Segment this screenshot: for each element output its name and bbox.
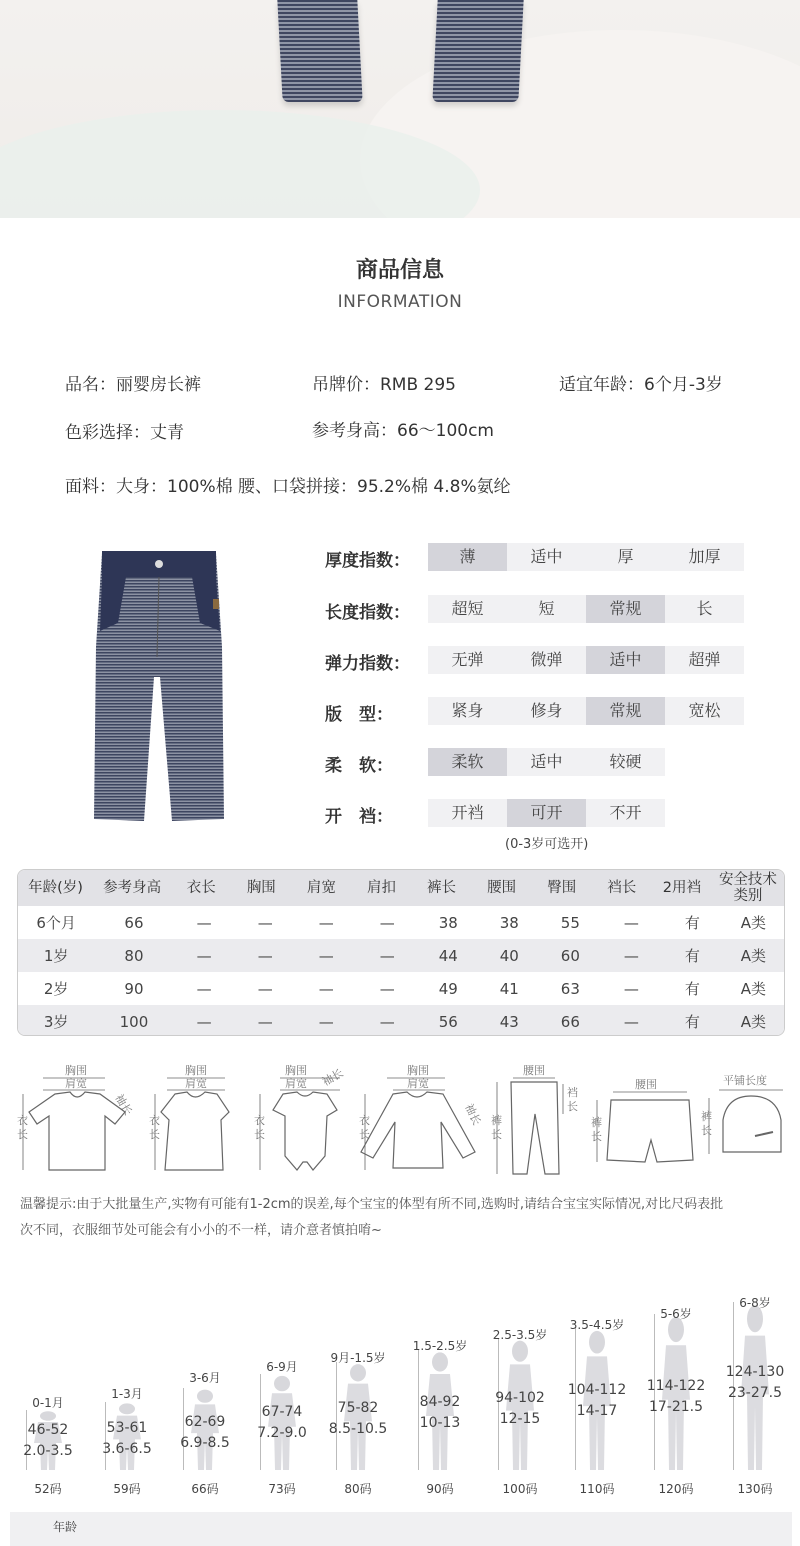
svg-text:长: 长	[149, 1128, 160, 1141]
size-code: 73码	[268, 1482, 296, 1496]
table-header: 裆长	[607, 880, 637, 896]
table-cell: 38	[438, 913, 458, 932]
table-header-row	[18, 870, 784, 906]
index-option: 薄	[428, 543, 507, 571]
svg-text:长: 长	[17, 1128, 28, 1141]
table-row	[18, 972, 784, 1005]
index-option-group	[428, 748, 665, 776]
table-header: 2用裆	[662, 880, 701, 896]
index-option: 适中	[530, 752, 563, 771]
tip-text-line2: 次不同，衣服细节处可能会有小小的不一样，请介意者慎拍唷~	[20, 1223, 382, 1238]
table-header: 肩扣	[366, 880, 396, 896]
size-code: 120码	[658, 1482, 694, 1496]
table-cell: 90	[124, 979, 144, 998]
fabric-info: 面料：大身：100%棉 腰、口袋拼接：95.2%棉 4.8%氨纶	[65, 477, 511, 497]
index-label: 版 型：	[325, 705, 393, 725]
index-option-group	[428, 543, 744, 571]
table-cell: —	[623, 1012, 639, 1031]
growth-weight: 12-15	[499, 1411, 541, 1427]
label-sleeve: 袖长	[112, 1092, 135, 1118]
growth-height: 94-102	[495, 1390, 545, 1406]
table-cell: —	[623, 913, 639, 932]
index-option-group	[428, 646, 744, 674]
svg-text:衣: 衣	[254, 1114, 265, 1127]
index-option: 适中	[586, 646, 665, 674]
growth-age: 6-8岁	[739, 1296, 771, 1310]
svg-text:长: 长	[567, 1100, 578, 1113]
growth-age: 3.5-4.5岁	[569, 1318, 625, 1332]
index-option: 开裆	[451, 803, 484, 822]
table-cell: 2岁	[43, 979, 69, 998]
growth-height: 75-82	[337, 1400, 379, 1416]
table-row	[18, 906, 784, 939]
index-option: 常规	[586, 697, 665, 725]
table-row	[18, 939, 784, 972]
growth-height: 62-69	[184, 1414, 226, 1430]
table-cell: 40	[499, 946, 519, 965]
table-header: 衣长	[186, 880, 216, 896]
table-header: 裤长	[427, 880, 457, 896]
table-cell: 63	[560, 979, 580, 998]
svg-text:长: 长	[591, 1130, 602, 1143]
svg-text:长: 长	[254, 1128, 265, 1141]
growth-height: 84-92	[419, 1394, 461, 1410]
pants-diagram	[491, 1064, 578, 1174]
tip-text-line1: 温馨提示:由于大批量生产,实物有可能有1-2cm的误差,每个宝宝的体型有所不同,选购时,请结合宝宝实际情况,对比尺码表批	[20, 1197, 724, 1212]
growth-age: 5-6岁	[660, 1307, 692, 1321]
growth-age: 9月-1.5岁	[330, 1351, 386, 1365]
size-code: 80码	[344, 1482, 372, 1496]
index-option-group	[428, 697, 744, 725]
svg-text:裤: 裤	[701, 1110, 712, 1123]
table-cell: 1岁	[43, 946, 69, 965]
table-cell: 66	[560, 1012, 580, 1031]
table-header: 肩宽	[306, 880, 336, 896]
label-waist: 腰围	[523, 1064, 545, 1077]
svg-text:胸围: 胸围	[185, 1064, 207, 1077]
table-cell: —	[196, 913, 212, 932]
table-header: 安全技术类别	[718, 872, 777, 904]
pants-leg-right	[432, 0, 523, 102]
table-header: 臀围	[547, 880, 577, 896]
index-label: 厚度指数：	[325, 551, 410, 571]
index-option: 短	[538, 599, 555, 618]
index-option: 紧身	[451, 701, 484, 720]
growth-age: 2.5-3.5岁	[492, 1328, 548, 1342]
table-cell: 38	[499, 913, 519, 932]
table-cell: A类	[740, 1012, 767, 1031]
table-cell: —	[318, 979, 334, 998]
growth-age: 6-9月	[266, 1360, 298, 1374]
index-option: 加厚	[688, 547, 721, 566]
index-option-group	[428, 799, 665, 827]
growth-weight: 10-13	[419, 1415, 461, 1431]
growth-weight: 7.2-9.0	[257, 1425, 307, 1441]
size-code: 100码	[502, 1482, 538, 1496]
growth-weight: 8.5-10.5	[328, 1421, 388, 1437]
table-cell: —	[379, 946, 395, 965]
growth-height: 67-74	[261, 1404, 303, 1420]
growth-age: 1.5-2.5岁	[412, 1339, 468, 1353]
index-option: 可开	[507, 799, 586, 827]
index-label: 长度指数：	[325, 603, 410, 623]
hat-diagram	[701, 1073, 783, 1154]
table-header: 腰围	[487, 880, 517, 896]
size-code: 90码	[426, 1482, 454, 1496]
table-cell: 有	[684, 946, 700, 965]
index-label: 开 裆：	[325, 807, 393, 827]
svg-text:袖长: 袖长	[462, 1101, 484, 1128]
growth-height: 114-122	[646, 1378, 706, 1394]
table-cell: —	[318, 913, 334, 932]
table-cell: 49	[438, 979, 458, 998]
table-cell: 44	[438, 946, 458, 965]
svg-text:肩宽: 肩宽	[285, 1077, 307, 1090]
crotch-note: (0-3岁可选开)	[505, 837, 589, 852]
table-cell: 43	[499, 1012, 519, 1031]
svg-text:衣: 衣	[149, 1114, 160, 1127]
age-footer-bar	[10, 1512, 792, 1546]
growth-weight: 3.6-6.5	[102, 1441, 152, 1457]
size-code: 66码	[191, 1482, 219, 1496]
growth-height: 104-112	[567, 1382, 627, 1398]
svg-text:衣: 衣	[17, 1114, 28, 1127]
index-option: 厚	[617, 547, 634, 566]
age-footer-label: 年龄	[53, 1520, 78, 1534]
table-header: 年龄(岁)	[28, 880, 83, 896]
table-cell: —	[318, 946, 334, 965]
table-cell: 6个月	[36, 913, 76, 932]
table-cell: 66	[124, 913, 144, 932]
table-cell: 41	[499, 979, 519, 998]
index-label: 柔 软：	[325, 756, 393, 776]
table-cell: 60	[560, 946, 580, 965]
table-cell: —	[379, 979, 395, 998]
index-option: 适中	[530, 547, 563, 566]
table-cell: —	[257, 979, 273, 998]
svg-text:胸围: 胸围	[285, 1064, 307, 1077]
growth-weight: 23-27.5	[727, 1385, 783, 1401]
svg-text:长: 长	[359, 1128, 370, 1141]
table-cell: —	[257, 1012, 273, 1031]
table-cell: 80	[124, 946, 144, 965]
index-option: 常规	[586, 595, 665, 623]
product-hero-image	[0, 0, 800, 218]
romper-diagram	[254, 1063, 346, 1170]
size-table	[17, 869, 785, 1036]
svg-text:长: 长	[491, 1128, 502, 1141]
label-shoulder: 肩宽	[65, 1077, 87, 1090]
index-option: 超短	[451, 599, 484, 618]
svg-text:肩宽: 肩宽	[185, 1077, 207, 1090]
label-flat-length: 平铺长度	[723, 1074, 767, 1087]
table-cell: 100	[119, 1012, 149, 1031]
svg-text:袖长: 袖长	[320, 1066, 346, 1089]
size-code: 110码	[579, 1482, 615, 1496]
section-subtitle: INFORMATION	[337, 292, 463, 312]
table-cell: —	[257, 946, 273, 965]
index-option: 超弹	[688, 650, 721, 669]
longsleeve-diagram	[359, 1063, 484, 1170]
growth-height: 124-130	[725, 1364, 785, 1380]
index-option: 柔软	[428, 748, 507, 776]
index-option: 较硬	[609, 752, 642, 771]
growth-age: 0-1月	[32, 1396, 64, 1410]
table-cell: 56	[438, 1012, 458, 1031]
table-cell: —	[623, 946, 639, 965]
table-cell: —	[257, 913, 273, 932]
index-option: 长	[696, 599, 713, 618]
size-code: 130码	[737, 1482, 773, 1496]
pants-leg-left	[277, 0, 362, 102]
svg-text:腰围: 腰围	[635, 1078, 657, 1091]
tag-price: 吊牌价：RMB 295	[312, 375, 456, 395]
product-name: 品名：丽婴房长裤	[65, 375, 201, 395]
svg-text:胸围: 胸围	[407, 1064, 429, 1077]
table-cell: 有	[684, 913, 700, 932]
table-cell: 55	[560, 913, 580, 932]
growth-weight: 6.9-8.5	[180, 1435, 230, 1451]
table-cell: —	[196, 1012, 212, 1031]
index-option: 微弹	[530, 650, 563, 669]
index-option: 无弹	[451, 650, 484, 669]
svg-text:衣: 衣	[359, 1114, 370, 1127]
label-chest: 胸围	[65, 1064, 87, 1077]
table-cell: —	[318, 1012, 334, 1031]
index-option: 修身	[530, 701, 563, 720]
index-option: 不开	[609, 803, 642, 822]
color-option: 色彩选择：丈青	[65, 423, 184, 443]
shorts-diagram	[591, 1078, 693, 1162]
svg-text:裤: 裤	[591, 1116, 602, 1129]
svg-text:裤: 裤	[491, 1114, 502, 1127]
growth-weight: 14-17	[576, 1403, 618, 1419]
table-cell: 3岁	[43, 1012, 69, 1031]
tshirt-diagram	[17, 1063, 136, 1170]
svg-text:裆: 裆	[567, 1086, 578, 1099]
table-cell: A类	[740, 913, 767, 932]
suitable-age: 适宜年龄：6个月-3岁	[559, 375, 723, 395]
reference-height: 参考身高：66～100cm	[312, 421, 494, 441]
table-row	[18, 1005, 784, 1036]
size-code: 59码	[113, 1482, 141, 1496]
growth-weight: 17-21.5	[648, 1399, 704, 1415]
size-code: 52码	[34, 1482, 62, 1496]
growth-age: 3-6月	[189, 1371, 221, 1385]
table-cell: —	[379, 1012, 395, 1031]
table-cell: 有	[684, 979, 700, 998]
index-option: 宽松	[688, 701, 721, 720]
index-label: 弹力指数：	[325, 654, 410, 674]
table-cell: —	[623, 979, 639, 998]
index-option-group	[428, 595, 744, 623]
svg-text:肩宽: 肩宽	[407, 1077, 429, 1090]
table-cell: A类	[740, 979, 767, 998]
growth-weight: 2.0-3.5	[23, 1443, 73, 1459]
table-cell: —	[196, 946, 212, 965]
table-header: 胸围	[246, 880, 276, 896]
growth-height: 46-52	[27, 1422, 69, 1438]
table-cell: A类	[740, 946, 767, 965]
table-cell: 有	[684, 1012, 700, 1031]
table-cell: —	[196, 979, 212, 998]
growth-height: 53-61	[106, 1420, 148, 1436]
dress-diagram	[149, 1063, 229, 1170]
svg-text:长: 长	[701, 1124, 712, 1137]
section-title: 商品信息	[355, 258, 444, 283]
growth-age: 1-3月	[111, 1387, 143, 1401]
pants-product-image	[88, 547, 228, 827]
table-header: 参考身高	[103, 880, 162, 896]
table-cell: —	[379, 913, 395, 932]
measurement-diagrams	[15, 1062, 795, 1182]
